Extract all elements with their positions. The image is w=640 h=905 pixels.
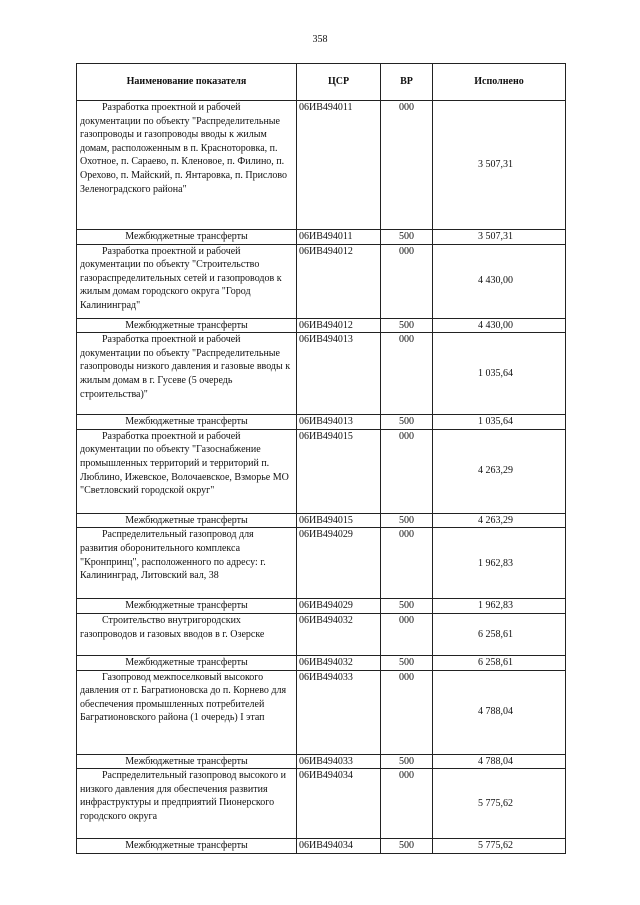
row-name: Межбюджетные трансферты — [77, 599, 297, 614]
row-name: Газопровод межпоселковый высокого давления от г. Багратионовска до п. Корнево для обеспечения промышленных потребителей Багратионовского района (1 очередь) I этап — [77, 670, 297, 754]
table-row — [77, 670, 566, 754]
row-code: 06ИВ494033 — [297, 670, 381, 754]
row-value: 4 263,29 — [433, 513, 566, 528]
table-row — [77, 318, 566, 333]
row-vr: 000 — [381, 429, 433, 513]
table-row — [77, 769, 566, 839]
row-code: 06ИВ494034 — [297, 769, 381, 839]
row-code: 06ИВ494015 — [297, 429, 381, 513]
row-vr: 000 — [381, 769, 433, 839]
row-code: 06ИВ494011 — [297, 101, 381, 230]
row-vr: 500 — [381, 513, 433, 528]
row-code: 06ИВ494029 — [297, 528, 381, 599]
table-row — [77, 839, 566, 854]
table-row — [77, 613, 566, 655]
table-row — [77, 101, 566, 230]
table-row — [77, 528, 566, 599]
row-vr: 500 — [381, 415, 433, 430]
row-name: Межбюджетные трансферты — [77, 754, 297, 769]
row-vr: 000 — [381, 244, 433, 318]
table-row — [77, 513, 566, 528]
table-row — [77, 599, 566, 614]
row-vr: 500 — [381, 655, 433, 670]
row-value: 4 788,04 — [433, 670, 566, 754]
row-code: 06ИВ494012 — [297, 318, 381, 333]
table-row — [77, 230, 566, 245]
row-code: 06ИВ494033 — [297, 754, 381, 769]
row-value: 4 430,00 — [433, 318, 566, 333]
row-code: 06ИВ494032 — [297, 613, 381, 655]
row-vr: 500 — [381, 754, 433, 769]
row-name: Разработка проектной и рабочей документации по объекту "Газоснабжение промышленных территорий и территорий п. Люблино, Ижевское, Волочаевское, Взморье МО "Светловский городской округ" — [77, 429, 297, 513]
row-value: 1 035,64 — [433, 333, 566, 415]
row-vr: 000 — [381, 528, 433, 599]
row-vr: 500 — [381, 318, 433, 333]
row-code: 06ИВ494034 — [297, 839, 381, 854]
row-code: 06ИВ494013 — [297, 415, 381, 430]
row-code: 06ИВ494013 — [297, 333, 381, 415]
row-vr: 000 — [381, 333, 433, 415]
table-row — [77, 655, 566, 670]
row-name: Разработка проектной и рабочей документации по объекту "Строительство газораспределительных сетей и газопроводов к жилым домам городского округа "Город Калининград" — [77, 244, 297, 318]
row-name: Межбюджетные трансферты — [77, 513, 297, 528]
row-value: 6 258,61 — [433, 613, 566, 655]
header-code: ЦСР — [297, 64, 381, 101]
row-value: 4 430,00 — [433, 244, 566, 318]
row-code: 06ИВ494029 — [297, 599, 381, 614]
header-value: Исполнено — [433, 64, 566, 101]
row-value: 5 775,62 — [433, 839, 566, 854]
row-name: Распределительный газопровод для развития оборонительного комплекса "Кронпринц", расположенного по адресу: г. Калининград, Литовский вал, 38 — [77, 528, 297, 599]
row-name: Межбюджетные трансферты — [77, 655, 297, 670]
budget-table — [76, 63, 566, 854]
page-number: 358 — [312, 34, 328, 45]
row-vr: 000 — [381, 613, 433, 655]
row-value: 3 507,31 — [433, 101, 566, 230]
row-name: Разработка проектной и рабочей документации по объекту "Распределительные газопроводы и газопроводы вводы к жилым домам, расположенным в п. Красноторовка, п. Охотное, п. Сараево, п. Кленовое, п. Филино, п. Орехово, п. Майский, п. Янтаровка, п. Прислово Зеленоградского района" — [77, 101, 297, 230]
row-name: Межбюджетные трансферты — [77, 318, 297, 333]
row-vr: 000 — [381, 101, 433, 230]
table-row — [77, 244, 566, 318]
row-name: Межбюджетные трансферты — [77, 415, 297, 430]
table-header-row — [77, 64, 566, 101]
row-vr: 500 — [381, 839, 433, 854]
row-code: 06ИВ494015 — [297, 513, 381, 528]
row-code: 06ИВ494032 — [297, 655, 381, 670]
row-name: Строительство внутригородских газопроводов и газовых вводов в г. Озерске — [77, 613, 297, 655]
row-value: 4 788,04 — [433, 754, 566, 769]
header-vr: ВР — [381, 64, 433, 101]
row-value: 3 507,31 — [433, 230, 566, 245]
row-value: 1 962,83 — [433, 528, 566, 599]
row-code: 06ИВ494011 — [297, 230, 381, 245]
row-value: 1 962,83 — [433, 599, 566, 614]
row-vr: 500 — [381, 599, 433, 614]
row-vr: 500 — [381, 230, 433, 245]
row-name: Межбюджетные трансферты — [77, 839, 297, 854]
row-name: Распределительный газопровод высокого и низкого давления для обеспечения развития инфраструктуры и предприятий Пионерского городского округа — [77, 769, 297, 839]
header-name: Наименование показателя — [77, 64, 297, 101]
row-name: Разработка проектной и рабочей документации по объекту "Распределительные газопроводы низкого давления и газовые вводы к жилым домам в г. Гусеве (5 очередь строительства)" — [77, 333, 297, 415]
row-value: 1 035,64 — [433, 415, 566, 430]
row-vr: 000 — [381, 670, 433, 754]
table-row — [77, 429, 566, 513]
row-value: 6 258,61 — [433, 655, 566, 670]
table-row — [77, 754, 566, 769]
table-row — [77, 333, 566, 415]
table-row — [77, 415, 566, 430]
row-value: 4 263,29 — [433, 429, 566, 513]
row-name: Межбюджетные трансферты — [77, 230, 297, 245]
row-code: 06ИВ494012 — [297, 244, 381, 318]
row-value: 5 775,62 — [433, 769, 566, 839]
